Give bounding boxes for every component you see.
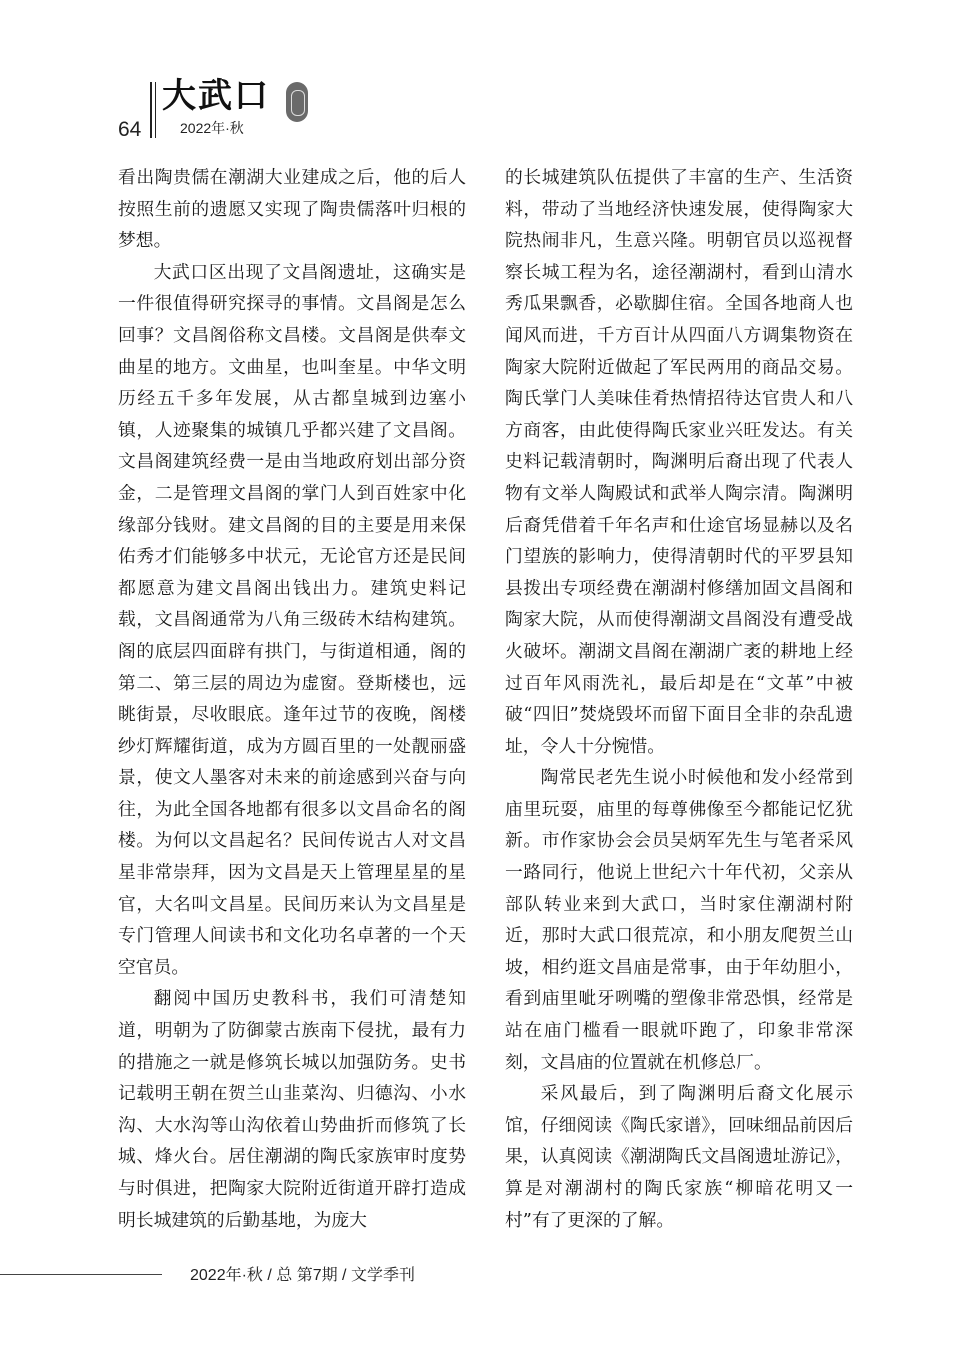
- masthead-logo: 大武口: [162, 76, 270, 116]
- paragraph: 采风最后，到了陶渊明后裔文化展示馆，仔细阅读《陶氏家谱》，回味细品前因后果，认真阅读《潮湖陶氏文昌阁遗址游记》，算是对潮湖村的陶氏家族“柳暗花明又一村”有了更深的了解。: [505, 1083, 853, 1231]
- footer-divider: [0, 1274, 162, 1275]
- issue-label: 2022年·秋: [180, 120, 244, 136]
- paragraph: 翻阅中国历史教科书，我们可清楚知道，明朝为了防御蒙古族南下侵扰，最有力的措施之一就是修筑长城以加强防务。史书记载明王朝在贺兰山韭菜沟、归德沟、小水沟、大水沟等山沟依着山势曲折而修筑了长城、烽火台。居住潮湖的陶氏家族审时度势与时俱进，把陶家大院附近街道开辟打造成明长城建筑的后勤基地，为庞大: [118, 988, 466, 1231]
- footer-issue-info: 2022年·秋 / 总 第7期 / 文学季刊: [190, 1267, 415, 1284]
- paragraph: 大武口区出现了文昌阁遗址，这确实是一件很值得研究探寻的事情。文昌阁是怎么回事？文昌阁俗称文昌楼。文昌阁是供奉文曲星的地方。文曲星，也叫奎星。中华文明历经五千多年发展，从古都皇城到边塞小镇，人迹聚集的城镇几乎都兴建了文昌阁。文昌阁建筑经费一是由当地政府划出部分资金，二是管理文昌阁的掌门人到百姓家中化缘部分钱财。建文昌阁的目的主要是用来保佑秀才们能够多中状元，无论官方还是民间都愿意为建文昌阁出钱出力。建筑史料记载，文昌阁通常为八角三级砖木结构建筑。阁的底层四面辟有拱门，与街道相通，阁的第二、第三层的周边为虚窗。登斯楼也，远眺街景，尽收眼底。逢年过节的夜晚，阁楼纱灯辉耀街道，成为方圆百里的一处靓丽盛景，使文人墨客对未来的前途感到兴奋与向往，为此全国各地都有很多以文昌命名的阁楼。为何以文昌起名？民间传说古人对文昌星非常崇拜，因为文昌是天上管理星星的星官，大名叫文昌星。民间历来认为文昌星是专门管理人间读书和文化功名卓著的一个天空官员。: [118, 261, 466, 978]
- paragraph: 看出陶贵儒在潮湖大业建成之后，他的后人按照生前的遗愿又实现了陶贵儒落叶归根的梦想。: [118, 167, 466, 252]
- page-number: 64: [118, 118, 142, 141]
- left-column: [118, 162, 466, 1236]
- header-divider-thin: [155, 82, 156, 138]
- paragraph: 陶常民老先生说小时候他和发小经常到庙里玩耍，庙里的每尊佛像至今都能记忆犹新。市作家协会会员吴炳军先生与笔者采风一路同行，他说上世纪六十年代初，父亲从部队转业来到大武口，当时家住潮湖村附近，那时大武口很荒凉，和小朋友爬贺兰山坡，相约逛文昌庙是常事，由于年幼胆小，看到庙里呲牙咧嘴的塑像非常恐惧，经常是站在庙门槛看一眼就吓跑了，印象非常深刻，文昌庙的位置就在机修总厂。: [505, 767, 853, 1073]
- page-header: [118, 78, 418, 140]
- right-column: [505, 162, 853, 1236]
- header-divider: [150, 82, 152, 138]
- seal-icon: [286, 82, 308, 122]
- paragraph: 的长城建筑队伍提供了丰富的生产、生活资料，带动了当地经济快速发展，使得陶家大院热闹非凡，生意兴隆。明朝官员以巡视督察长城工程为名，途径潮湖村，看到山清水秀瓜果飘香，必歇脚住宿。全国各地商人也闻风而进，千方百计从四面八方调集物资在陶家大院附近做起了军民两用的商品交易。陶氏掌门人美味佳肴热情招待达官贵人和八方商客，由此使得陶氏家业兴旺发达。有关史料记载清朝时，陶渊明后裔出现了代表人物有文举人陶殿试和武举人陶宗清。陶渊明后裔凭借着千年名声和仕途官场显赫以及名门望族的影响力，使得清朝时代的平罗县知县拨出专项经费在潮湖村修缮加固文昌阁和陶家大院，从而使得潮湖文昌阁没有遭受战火破坏。潮湖文昌阁在潮湖广袤的耕地上经过百年风雨洗礼，最后却是在“文革”中被破“四旧”焚烧毁坏而留下面目全非的杂乱遗址，令人十分惋惜。: [505, 167, 853, 757]
